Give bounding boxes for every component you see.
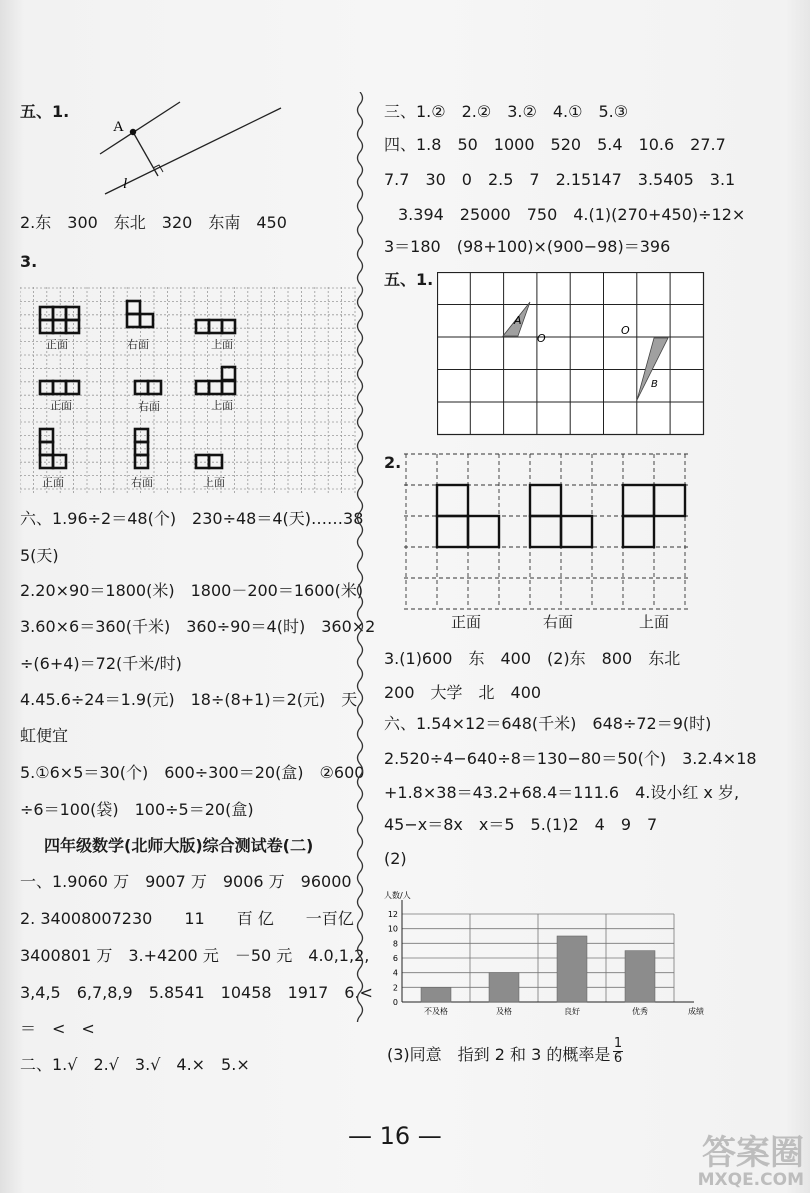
view-square	[222, 367, 235, 380]
right-line: +1.8×38＝43.2+68.4＝111.6 4.设小红 x 岁,	[384, 783, 740, 802]
view-caption: 正面	[46, 338, 68, 351]
view-square	[222, 381, 235, 394]
left-q6-line: ÷(6+4)＝72(千米/时)	[20, 654, 182, 673]
y-tick-label: 2	[392, 983, 398, 993]
y-tick-label: 6	[392, 954, 398, 963]
left-q1-line: ＝ < <	[20, 1019, 95, 1038]
dashed-grid	[20, 287, 356, 493]
probability-fraction	[613, 1037, 623, 1066]
view-square	[468, 516, 499, 547]
view-caption: 上面	[203, 476, 225, 489]
view-square	[66, 381, 79, 394]
fraction-denominator: 6	[613, 1051, 623, 1066]
view-caption: 正面	[451, 613, 482, 631]
view-square	[222, 320, 235, 333]
view-square	[53, 307, 66, 320]
perpendicular-line-figure	[95, 96, 285, 196]
left-q1-line: 3400801 万 3.+4200 元 －50 元 4.0,1,2,	[20, 946, 370, 965]
right-q5-2-label: 2.	[384, 453, 402, 472]
left-q6-line: 3.60×6＝360(千米) 360÷90＝4(时) 360×2	[20, 617, 376, 636]
left-q1-line: 一、1.9060 万 9007 万 9006 万 96000	[20, 872, 352, 891]
x-axis-label: 成绩	[688, 1007, 704, 1016]
view-square	[623, 485, 654, 516]
view-square	[437, 516, 468, 547]
right-q5-3-text: (3)同意 指到 2 和 3 的概率是	[387, 1045, 611, 1064]
view-square	[623, 516, 654, 547]
view-caption: 上面	[211, 338, 233, 351]
score-bar-chart	[364, 880, 704, 1020]
left-q1-line: 2. 34008007230 11 百 亿 一百亿	[20, 909, 354, 928]
right-line: 7.7 30 0 2.5 7 2.15147 3.5405 3.1	[384, 170, 736, 189]
page-number: — 16 —	[348, 1122, 442, 1150]
view-square	[135, 381, 148, 394]
center-o-label: O	[621, 324, 630, 337]
view-square	[53, 320, 66, 333]
right-line: 六、1.54×12＝648(千米) 648÷72＝9(时)	[384, 714, 712, 733]
right-line: 45−x＝8x x＝5 5.(1)2 4 9 7	[384, 815, 658, 834]
view-square	[209, 381, 222, 394]
view-square	[66, 320, 79, 333]
y-tick-label: 10	[387, 924, 398, 934]
watermark	[698, 1135, 804, 1189]
center-o-label: O	[537, 332, 546, 345]
shape-a-label: A	[514, 314, 522, 327]
left-q1-line: 3,4,5 6,7,8,9 5.8541 10458 1917 6.<	[20, 983, 373, 1002]
right-line: 三、1.② 2.② 3.② 4.① 5.③	[384, 102, 629, 121]
view-square	[209, 455, 222, 468]
left-q2-line: 二、1.√ 2.√ 3.√ 4.× 5.×	[20, 1055, 250, 1074]
x-category-label: 优秀	[632, 1007, 648, 1016]
x-category-label: 良好	[564, 1007, 580, 1016]
fraction-numerator: 1	[613, 1036, 623, 1051]
views-grid-figure	[20, 287, 356, 493]
bar	[421, 987, 451, 1002]
view-caption: 右面	[131, 476, 153, 489]
view-caption: 右面	[127, 338, 149, 351]
point-a-label: A	[113, 119, 124, 135]
view-caption: 右面	[543, 613, 574, 631]
view-square	[127, 314, 140, 327]
view-square	[148, 381, 161, 394]
view-squares	[40, 301, 235, 468]
left-q6-line: 2.20×90＝1800(米) 1800－200＝1600(米)	[20, 581, 364, 600]
view-caption: 右面	[138, 400, 160, 413]
view-square	[654, 485, 685, 516]
x-category-label: 不及格	[424, 1007, 448, 1016]
watermark-url: MXQE.COM	[697, 1170, 804, 1190]
left-q5-3-label: 3.	[20, 252, 38, 271]
bar	[489, 973, 519, 1002]
bar	[625, 951, 655, 1002]
right-q5-1-label: 五、1.	[384, 270, 434, 289]
view-square	[530, 516, 561, 547]
view-square	[53, 455, 66, 468]
test-title: 四年级数学(北师大版)综合测试卷(二)	[44, 836, 314, 855]
view-square	[140, 314, 153, 327]
left-q6-line: ÷6＝100(袋) 100÷5＝20(盒)	[20, 800, 254, 819]
y-tick-label: 0	[392, 998, 398, 1007]
view-square	[53, 381, 66, 394]
left-q5-1-label: 五、1.	[20, 102, 70, 121]
view-square	[135, 455, 148, 468]
left-q6-line: 4.45.6÷24＝1.9(元) 18÷(8+1)＝2(元) 天	[20, 690, 358, 709]
y-tick-label: 4	[392, 968, 398, 978]
right-line: 3＝180 (98+100)×(900−98)＝396	[384, 237, 671, 256]
view-caption: 正面	[50, 399, 72, 412]
view-square	[196, 381, 209, 394]
view-square	[561, 516, 592, 547]
right-line: 四、1.8 50 1000 520 5.4 10.6 27.7	[384, 135, 726, 154]
right-line: 3.394 25000 750 4.(1)(270+450)÷12×	[398, 205, 746, 224]
view-square	[127, 301, 140, 314]
line-l-label: l	[123, 176, 128, 192]
three-views-figure	[404, 450, 688, 613]
y-tick-label: 8	[392, 939, 398, 949]
view-caption: 上面	[211, 399, 233, 412]
shape-b-label: B	[651, 379, 658, 390]
bar	[557, 936, 587, 1002]
y-tick-label: 12	[387, 910, 398, 919]
view-caption: 上面	[639, 613, 670, 631]
view-square	[196, 455, 209, 468]
rotation-grid-figure	[437, 272, 705, 436]
view-caption: 正面	[42, 476, 64, 489]
left-q6-line: 六、1.96÷2＝48(个) 230÷48＝4(天)……38	[20, 509, 364, 528]
view-square	[209, 320, 222, 333]
view-square	[530, 485, 561, 516]
left-q6-line: 虹便宜	[20, 726, 69, 745]
left-q6-line: 5.①6×5＝30(个) 600÷300＝20(盒) ②600	[20, 763, 365, 782]
view-square	[437, 485, 468, 516]
view-square	[66, 307, 79, 320]
x-category-label: 及格	[496, 1007, 512, 1016]
left-q6-line: 5(天)	[20, 546, 59, 565]
view-square	[196, 320, 209, 333]
watermark-logo-text: 答案圈	[702, 1133, 804, 1173]
right-line: 200 大学 北 400	[384, 683, 542, 702]
right-line: 2.520÷4−640÷8＝130−80＝50(个) 3.2.4×18	[384, 749, 757, 768]
right-line: 3.(1)600 东 400 (2)东 800 东北	[384, 649, 681, 668]
left-q5-2: 2.东 300 东北 320 东南 450	[20, 213, 287, 232]
y-axis-label: 人数/人	[384, 891, 411, 900]
right-line: (2)	[384, 849, 407, 868]
